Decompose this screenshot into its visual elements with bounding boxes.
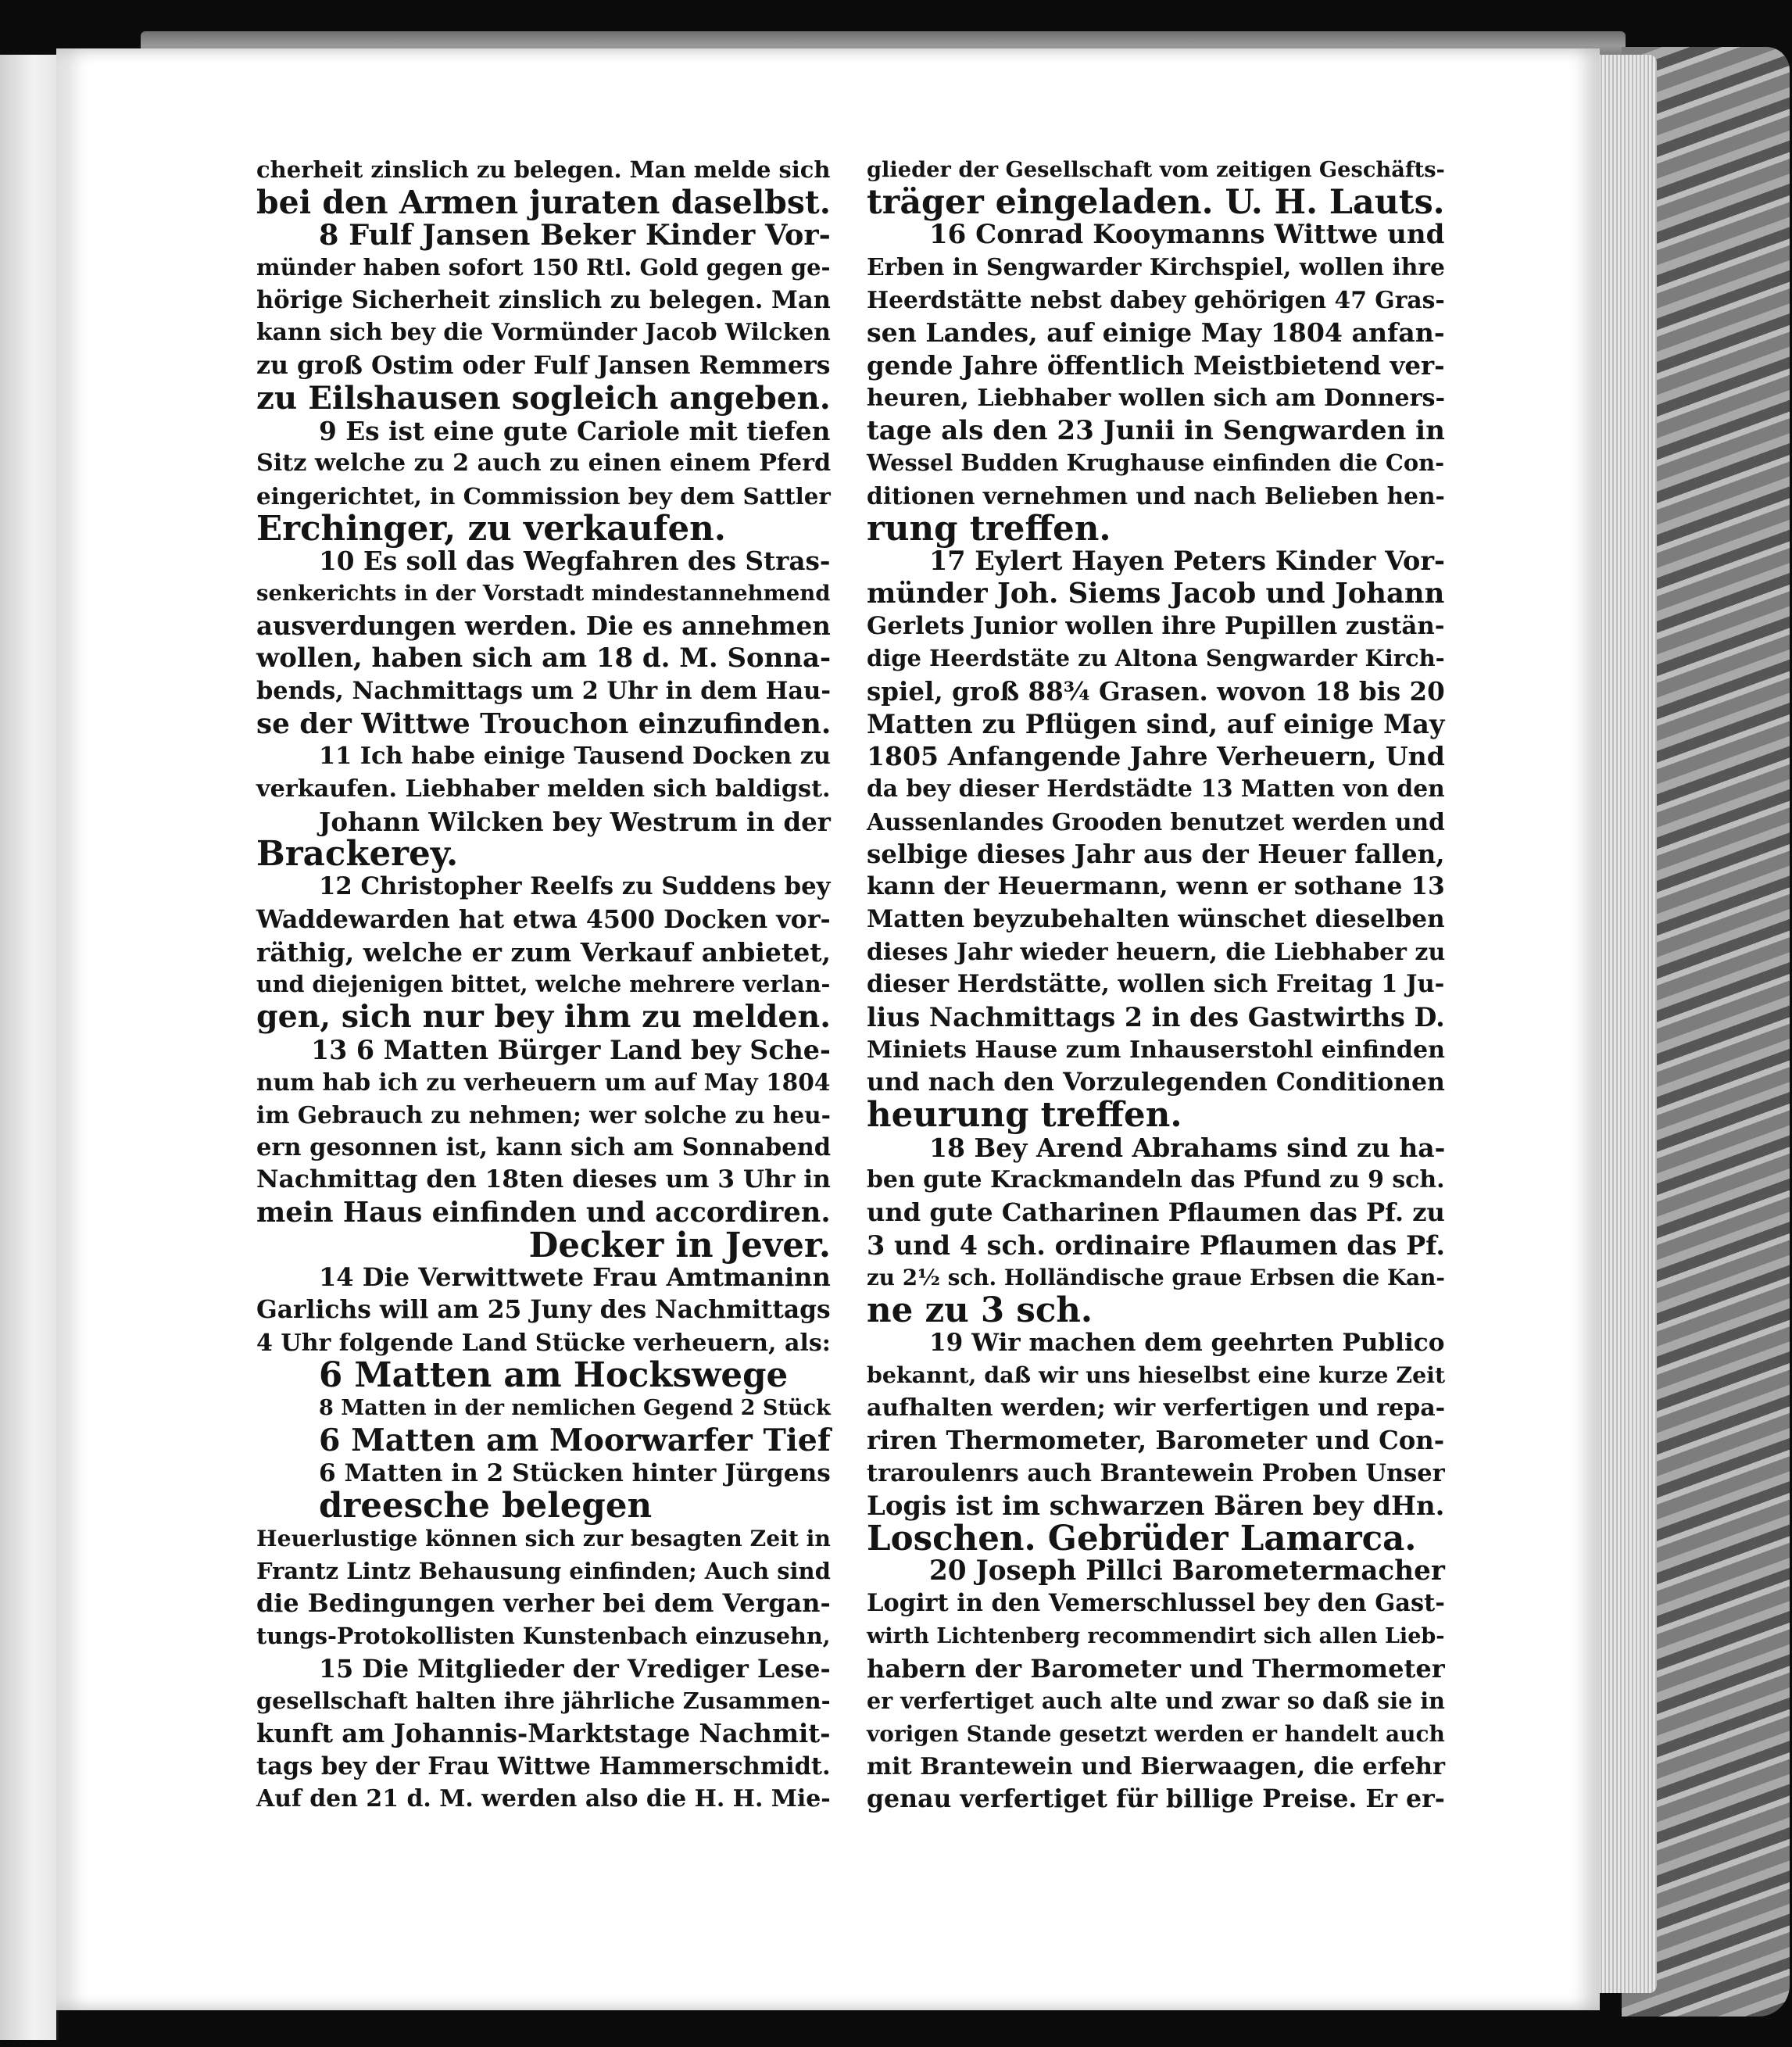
text-line: lius Nachmittags 2 in des Gastwirths D.: [867, 1001, 1445, 1032]
text-line: Waddewarden hat etwa 4500 Docken vor-: [256, 904, 831, 934]
text-line: und diejenigen bittet, welche mehrere verlan-: [256, 971, 831, 998]
text-line: ne zu 3 sch.: [867, 1290, 1093, 1331]
facing-page-edge: [0, 55, 59, 2040]
text-line: wirth Lichtenberg recommendirt sich allen Lieb-: [867, 1623, 1445, 1648]
text-line: mein Haus einfinden und accordiren.: [256, 1197, 831, 1229]
text-line: habern der Barometer und Thermometer: [867, 1653, 1445, 1684]
text-line: dieser Herdstätte, wollen sich Freitag 1 Ju-: [867, 970, 1445, 999]
text-line: spiel, groß 88¾ Grasen. wovon 18 bis 20: [867, 676, 1445, 707]
text-line: kann der Heuermann, wenn er sothane 13: [867, 872, 1445, 901]
text-line: 12 Christopher Reelfs zu Suddens bey: [319, 872, 831, 901]
text-line: aufhalten werden; wir verfertigen und repa-: [867, 1394, 1446, 1423]
text-line: 18 Bey Arend Abrahams sind zu ha-: [929, 1132, 1446, 1163]
text-line: 15 Die Mitglieder der Vrediger Lese-: [319, 1654, 831, 1684]
text-line: gesellschaft halten ihre jährliche Zusammen-: [256, 1687, 831, 1715]
text-line: wollen, haben sich am 18 d. M. Sonna-: [256, 642, 832, 675]
text-line: 17 Eylert Hayen Peters Kinder Vor-: [929, 546, 1445, 577]
document-page: [56, 48, 1600, 2010]
text-line: sen Landes, auf einige May 1804 anfan-: [867, 317, 1445, 349]
text-line: glieder der Gesellschaft vom zeitigen Geschäfts-: [867, 157, 1445, 182]
text-line: 20 Joseph Pillci Barometermacher: [929, 1555, 1445, 1587]
text-line: ausverdungen werden. Die es annehmen: [256, 610, 831, 641]
text-line: zu 2½ sch. Holländische graue Erbsen die Kan-: [867, 1265, 1445, 1291]
text-line: 8 Fulf Jansen Beker Kinder Vor-: [319, 218, 831, 252]
text-line: traroulenrs auch Brantewein Proben Unser: [867, 1458, 1445, 1487]
text-line: Matten zu Pflügen sind, auf einige May: [867, 707, 1445, 739]
text-line: senkerichts in der Vorstadt mindestannehmend: [256, 580, 831, 606]
text-line: 6 Matten am Hockswege: [319, 1355, 789, 1396]
text-line: dige Heerdstäte zu Altona Sengwarder Kirch-: [867, 645, 1445, 672]
text-line: da bey dieser Herdstädte 13 Matten von den: [867, 775, 1445, 803]
text-line: 4 Uhr folgende Land Stücke verheuern, als:: [256, 1329, 831, 1357]
text-line: hörige Sicherheit zinslich zu belegen. Man: [256, 285, 831, 314]
text-line: 13 6 Matten Bürger Land bey Sche-: [311, 1034, 831, 1065]
text-line: zu Eilshausen sogleich angeben.: [256, 378, 831, 417]
text-line: ben gute Krackmandeln das Pfund zu 9 sch.: [867, 1166, 1445, 1194]
text-line: cherheit zinslich zu belegen. Man melde sich: [256, 156, 831, 183]
text-line: münder Joh. Siems Jacob und Johann: [867, 577, 1445, 610]
text-line: 3 und 4 sch. ordinaire Pflaumen das Pf.: [867, 1229, 1446, 1261]
text-line: Decker in Jever.: [528, 1225, 831, 1265]
text-line: bei den Armen juraten daselbst.: [256, 183, 832, 221]
text-line: kunft am Johannis-Marktstage Nachmit-: [256, 1719, 831, 1748]
text-line: Frantz Lintz Behausung einfinden; Auch sind: [256, 1557, 831, 1584]
text-line: 6 Matten in 2 Stücken hinter Jürgens: [319, 1458, 831, 1487]
text-line: se der Wittwe Trouchon einzufinden.: [256, 707, 832, 740]
text-line: mit Brantewein und Bierwaagen, die erfehr: [867, 1752, 1445, 1780]
text-line: Logis ist im schwarzen Bären bey dHn.: [867, 1490, 1445, 1522]
text-line: vorigen Stande gesetzt werden er handelt auch: [867, 1721, 1445, 1747]
text-line: Logirt in den Vemerschlussel bey den Gast-: [867, 1589, 1445, 1618]
left-text-column: [256, 154, 831, 1816]
text-line: 6 Matten am Moorwarfer Tief: [319, 1422, 831, 1458]
text-line: 10 Es soll das Wegfahren des Stras-: [319, 546, 831, 577]
text-line: Loschen. Gebrüder Lamarca.: [867, 1518, 1417, 1559]
right-text-column: [867, 154, 1445, 1816]
text-line: gen, sich nur bey ihm zu melden.: [256, 998, 831, 1035]
text-line: num hab ich zu verheuern um auf May 1804: [256, 1068, 831, 1097]
text-line: Erchinger, zu verkaufen.: [256, 508, 726, 549]
text-line: Miniets Hause zum Inhauserstohl einfinden: [867, 1036, 1445, 1064]
text-line: ern gesonnen ist, kann sich am Sonnabend: [256, 1133, 831, 1161]
text-line: Garlichs will am 25 Juny des Nachmittags: [256, 1296, 831, 1325]
text-line: 1805 Anfangende Jahre Verheuern, Und: [867, 741, 1445, 772]
text-line: Nachmittag den 18ten dieses um 3 Uhr in: [256, 1165, 831, 1194]
text-line: Wessel Budden Krughause einfinden die Con-: [867, 449, 1445, 477]
text-line: Heuerlustige können sich zur besagten Zeit in: [256, 1525, 831, 1551]
text-line: eingerichtet, in Commission bey dem Sattler: [256, 481, 831, 510]
text-line: riren Thermometer, Barometer und Con-: [867, 1425, 1445, 1455]
text-line: münder haben sofort 150 Rtl. Gold gegen ge-: [256, 254, 831, 281]
text-line: er verfertiget auch alte und zwar so daß sie in: [867, 1687, 1445, 1715]
text-line: Erben in Sengwarder Kirchspiel, wollen ihre: [867, 254, 1445, 282]
text-line: heuren, Liebhaber wollen sich am Donners-: [867, 384, 1446, 412]
text-line: heurung treffen.: [867, 1094, 1182, 1135]
text-line: 8 Matten in der nemlichen Gegend 2 Stück: [319, 1396, 831, 1421]
text-line: 16 Conrad Kooymanns Wittwe und: [929, 219, 1445, 251]
text-line: dreesche belegen: [319, 1486, 653, 1526]
text-line: selbige dieses Jahr aus der Heuer fallen,: [867, 839, 1445, 870]
text-line: Auf den 21 d. M. werden also die H. H. Mie-: [256, 1785, 831, 1813]
text-line: Gerlets Junior wollen ihre Pupillen zustän-: [867, 611, 1445, 640]
text-line: 19 Wir machen dem geehrten Publico: [929, 1328, 1445, 1357]
text-line: im Gebrauch zu nehmen; wer solche zu heu-: [256, 1100, 831, 1129]
text-line: Heerdstätte nebst dabey gehörigen 47 Gras-: [867, 286, 1445, 314]
text-line: und nach den Vorzulegenden Conditionen: [867, 1068, 1445, 1097]
text-line: tungs-Protokollisten Kunstenbach einzusehn,: [256, 1622, 831, 1649]
text-line: ditionen vernehmen und nach Belieben hen-: [867, 481, 1445, 510]
text-line: 11 Ich habe einige Tausend Docken zu: [319, 743, 831, 771]
text-line: träger eingeladen. U. H. Lauts.: [867, 182, 1445, 222]
text-line: gende Jahre öffentlich Meistbietend ver-: [867, 350, 1445, 381]
text-line: 14 Die Verwittwete Frau Amtmaninn: [319, 1262, 831, 1293]
text-line: kann sich bey die Vormünder Jacob Wilcken: [256, 319, 831, 347]
text-line: Johann Wilcken bey Westrum in der: [319, 806, 831, 837]
text-line: Sitz welche zu 2 auch zu einen einem Pferd: [256, 449, 832, 478]
text-line: verkaufen. Liebhaber melden sich baldigst.: [256, 775, 831, 803]
text-line: dieses Jahr wieder heuern, die Liebhaber zu: [867, 938, 1446, 966]
text-line: bekannt, daß wir uns hieselbst eine kurze Zeit: [867, 1362, 1446, 1389]
text-line: 9 Es ist eine gute Cariole mit tiefen: [319, 415, 831, 446]
text-line: tage als den 23 Junii in Sengwarden in: [867, 414, 1445, 446]
text-line: die Bedingungen verher bei dem Vergan-: [256, 1588, 831, 1619]
text-line: tags bey der Frau Wittwe Hammerschmidt.: [256, 1752, 831, 1780]
text-line: rung treffen.: [867, 508, 1111, 549]
text-line: Matten beyzubehalten wünschet dieselben: [867, 904, 1445, 933]
text-line: Aussenlandes Grooden benutzet werden und: [867, 807, 1445, 836]
text-line: räthig, welche er zum Verkauf anbietet,: [256, 936, 831, 968]
text-line: zu groß Ostim oder Fulf Jansen Remmers: [256, 351, 831, 381]
text-line: bends, Nachmittags um 2 Uhr in dem Hau-: [256, 677, 831, 705]
text-line: genau verfertiget für billige Preise. Er er-: [867, 1784, 1445, 1814]
text-line: Brackerey.: [256, 834, 459, 875]
text-line: und gute Catharinen Pflaumen das Pf. zu: [867, 1197, 1445, 1227]
